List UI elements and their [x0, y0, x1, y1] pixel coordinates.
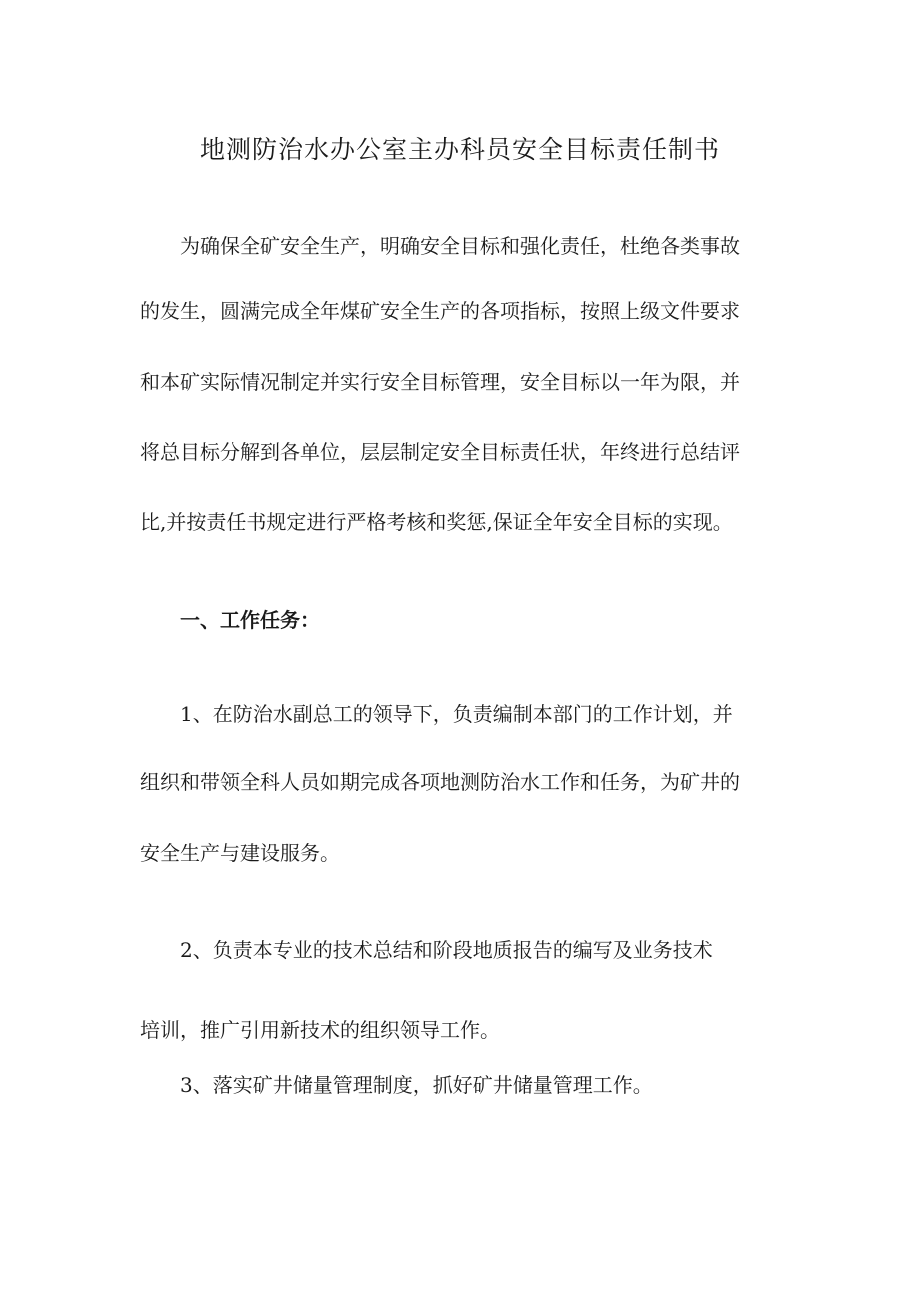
item2-line-1: 2、负责本专业的技术总结和阶段地质报告的编写及业务技术 — [180, 938, 713, 962]
intro-line-3: 和本矿实际情况制定并实行安全目标管理，安全目标以一年为限，并 — [140, 370, 740, 394]
intro-line-2: 的发生，圆满完成全年煤矿安全生产的各项指标，按照上级文件要求 — [140, 299, 740, 323]
intro-line-4: 将总目标分解到各单位，层层制定安全目标责任状，年终进行总结评 — [140, 440, 740, 464]
item1-line-2: 组织和带领全科人员如期完成各项地测防治水工作和任务，为矿井的 — [140, 770, 740, 794]
item2-line-2: 培训，推广引用新技术的组织领导工作。 — [140, 1018, 500, 1042]
item1-line-1: 1、在防治水副总工的领导下，负责编制本部门的工作计划，并 — [180, 702, 733, 726]
item3-line-1: 3、落实矿井储量管理制度，抓好矿井储量管理工作。 — [180, 1073, 653, 1097]
document-title: 地测防治水办公室主办科员安全目标责任制书 — [199, 135, 720, 164]
item1-line-3: 安全生产与建设服务。 — [140, 841, 340, 865]
intro-line-5: 比,并按责任书规定进行严格考核和奖惩,保证全年安全目标的实现。 — [140, 510, 733, 534]
intro-line-1: 为确保全矿安全生产，明确安全目标和强化责任，杜绝各类事故 — [180, 234, 740, 258]
section-heading-tasks: 一、工作任务： — [180, 608, 320, 632]
